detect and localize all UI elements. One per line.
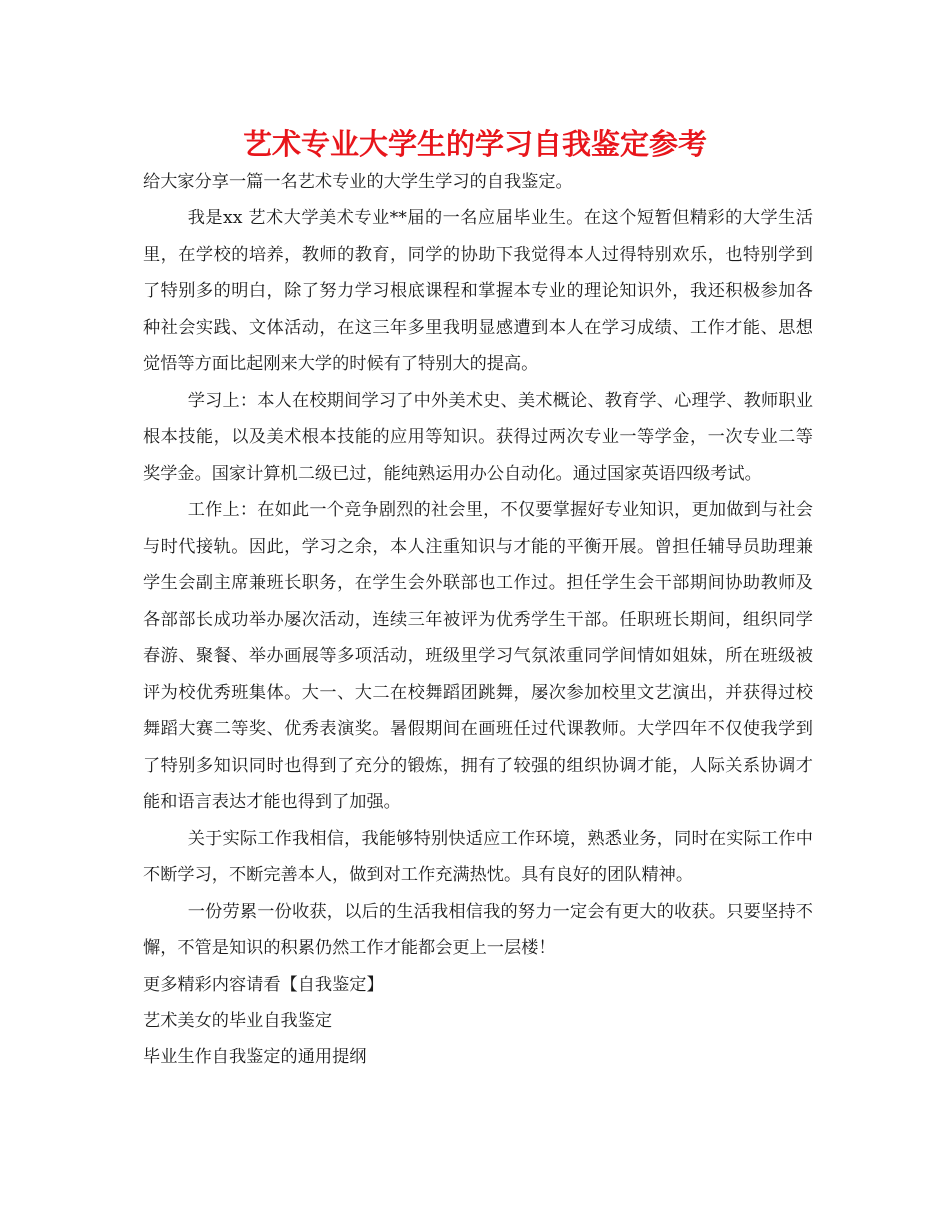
related-link-2[interactable]: 毕业生作自我鉴定的通用提纲	[143, 1046, 367, 1067]
document-title: 艺术专业大学生的学习自我鉴定参考	[242, 127, 707, 161]
paragraph-practical-work: 关于实际工作我相信，我能够特别快适应工作环境，熟悉业务，同时在实际工作中不断学习，不断完善本人，做到对工作充满热忱。具有良好的团队精神。	[143, 828, 813, 885]
related-link-1[interactable]: 艺术美女的毕业自我鉴定	[143, 1010, 333, 1031]
paragraph-work: 工作上：在如此一个竞争剧烈的社会里，不仅要掌握好专业知识，更加做到与社会与时代接轨。因此，学习之余，本人注重知识与才能的平衡开展。曾担任辅导员助理兼学生会副主席兼班长职务，在学生会外联部也工作过。担任学生会干部期间协助教师及各部部长成功举办屡次活动，连续三年被评为优秀学生干部。任职班长期间，组织同学春游、聚餐、举办画展等多项活动，班级里学习气氛浓重同学间情如姐妹，所在班级被评为校优秀班集体。大一、大二在校舞蹈团跳舞，屡次参加校里文艺演出，并获得过校舞蹈大赛二等奖、优秀表演奖。暑假期间在画班任过代课教师。大学四年不仅使我学到了特别多知识同时也得到了充分的锻炼，拥有了较强的组织协调才能，人际关系协调才能和语言表达才能也得到了加强。	[143, 500, 813, 812]
paragraph-self-intro: 我是xx 艺术大学美术专业**届的一名应届毕业生。在这个短暂但精彩的大学生活里，在学校的培养，教师的教育，同学的协助下我觉得本人过得特别欢乐，也特别学到了特别多的明白，除了努力学习根底课程和掌握本专业的理论知识外，我还积极参加各种社会实践、文体活动，在这三年多里我明显感遭到本人在学习成绩、工作才能、思想觉悟等方面比起刚来大学的时候有了特别大的提高。	[143, 208, 813, 374]
paragraph-conclusion: 一份劳累一份收获，以后的生活我相信我的努力一定会有更大的收获。只要坚持不懈，不管是知识的积累仍然工作才能都会更上一层楼！	[143, 901, 813, 958]
more-content-line: 更多精彩内容请看【自我鉴定】	[143, 974, 384, 995]
document-body	[143, 164, 813, 1075]
paragraph-study: 学习上：本人在校期间学习了中外美术史、美术概论、教育学、心理学、教师职业根本技能，以及美术根本技能的应用等知识。获得过两次专业一等学金，一次专业二等奖学金。国家计算机二级已过，能纯熟运用办公自动化。通过国家英语四级考试。	[143, 390, 813, 484]
intro-line: 给大家分享一篇一名艺术专业的大学生学习的自我鉴定。	[143, 172, 573, 192]
